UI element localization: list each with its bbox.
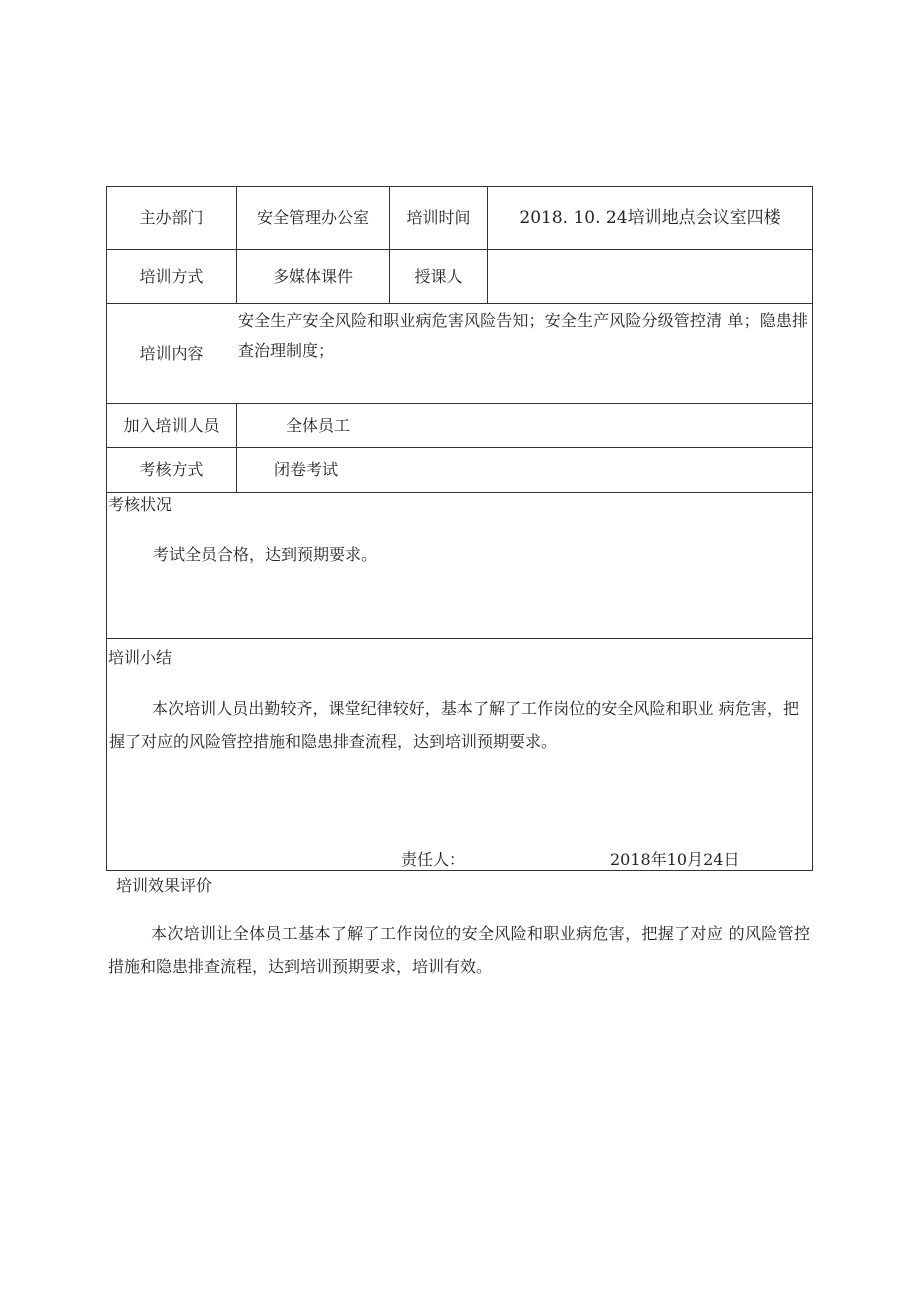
exam-method-label: 考核方式	[139, 460, 204, 479]
row-divider	[106, 638, 813, 639]
training-method-value: 多媒体课件	[272, 266, 353, 286]
training-time-value: 2018. 10. 24培训地点会议室四楼	[519, 207, 781, 228]
organizer-value: 安全管理办公室	[256, 208, 369, 227]
lecturer-value	[488, 250, 812, 303]
responsible-date: 2018年10月24日	[610, 850, 740, 869]
training-evaluation-label: 培训效果评价	[116, 876, 213, 895]
training-content-value: 安全生产安全风险和职业病危害风险告知；安全生产风险分级管控清 单；隐患排查治理制度；	[238, 311, 808, 360]
exam-method-value: 闭卷考试	[274, 460, 339, 479]
organizer-label: 主办部门	[139, 208, 204, 227]
participants-label: 加入培训人员	[123, 415, 220, 435]
training-time-label: 培训时间	[406, 208, 471, 227]
exam-status-label: 考核状况	[108, 495, 173, 514]
training-summary-value: 本次培训人员出勤较齐，课堂纪律较好，基本了解了工作岗位的安全风险和职业 病危害，把握了对应的风险管控措施和隐患排查流程，达到培训预期要求。	[109, 699, 799, 751]
training-method-label: 培训方式	[139, 266, 204, 286]
responsible-person-label: 责任人：	[401, 850, 466, 869]
lecturer-label: 授课人	[414, 266, 463, 286]
training-evaluation-text: 本次培训让全体员工基本了解了工作岗位的安全风险和职业病危害，把握了对应 的风险管控措施和隐患排查流程，达到培训预期要求，培训有效。	[108, 924, 810, 976]
training-content-label: 培训内容	[139, 343, 204, 363]
participants-value: 全体员工	[286, 415, 351, 435]
training-summary-label: 培训小结	[108, 648, 173, 667]
exam-status-value: 考试全员合格，达到预期要求。	[153, 545, 378, 564]
column-divider	[236, 403, 237, 492]
row-divider	[106, 492, 813, 493]
